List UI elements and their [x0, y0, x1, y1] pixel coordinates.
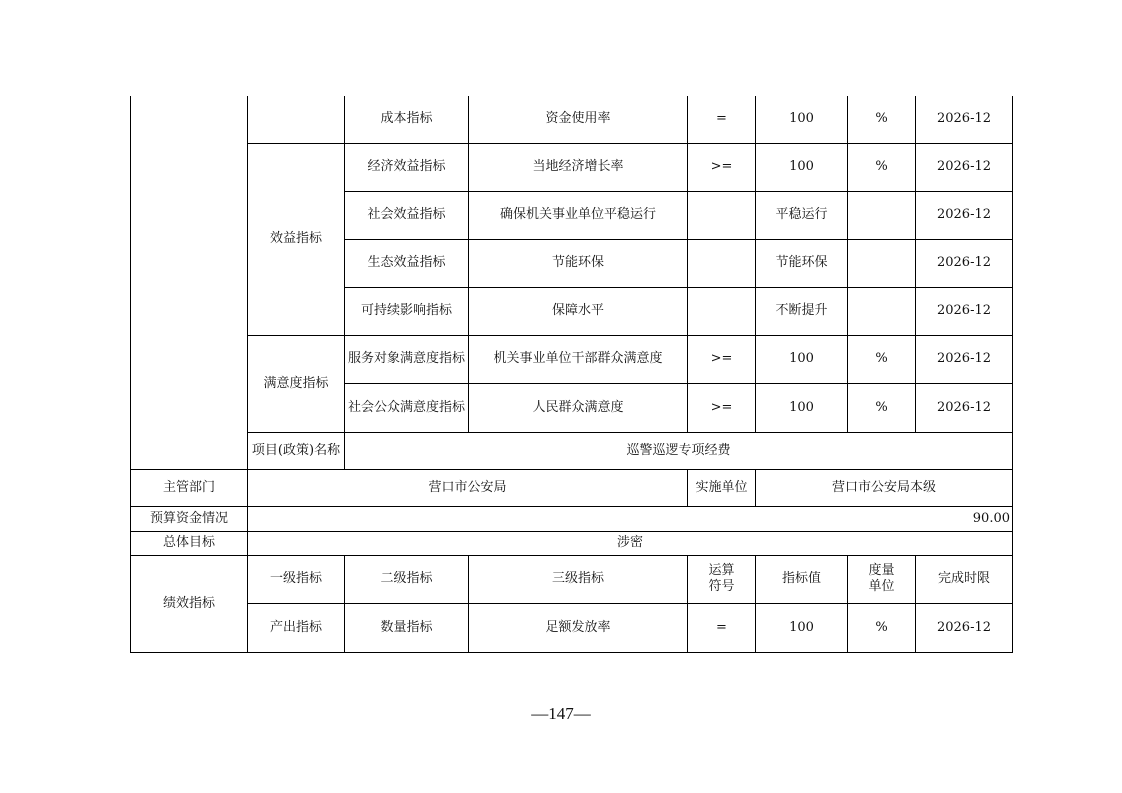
header-deadline: 完成时限	[916, 555, 1013, 603]
level3-cell: 节能环保	[469, 239, 688, 287]
deadline-cell: 2026-12	[916, 603, 1013, 652]
value-cell: 不断提升	[756, 287, 848, 335]
deadline-cell: 2026-12	[916, 383, 1013, 432]
header-operator-line2: 符号	[708, 579, 735, 594]
level2-cell: 经济效益指标	[345, 143, 469, 191]
level2-cell: 社会公众满意度指标	[345, 383, 469, 432]
deadline-cell: 2026-12	[916, 191, 1013, 239]
level2-cell: 生态效益指标	[345, 239, 469, 287]
table-row	[131, 432, 1013, 469]
header-level1: 一级指标	[248, 555, 345, 603]
header-unit-line2: 单位	[868, 579, 895, 594]
table-row	[131, 506, 1013, 531]
value-cell: 100	[756, 96, 848, 143]
operator-cell	[688, 191, 756, 239]
continued-level1-cell	[248, 96, 345, 143]
operator-cell: >=	[688, 143, 756, 191]
impl-label: 实施单位	[688, 469, 756, 506]
goal-value: 涉密	[248, 531, 1013, 555]
dept-value: 营口市公安局	[248, 469, 688, 506]
unit-cell: %	[848, 335, 916, 383]
level3-cell: 当地经济增长率	[469, 143, 688, 191]
operator-cell: >=	[688, 383, 756, 432]
value-cell: 100	[756, 603, 848, 652]
table-row	[131, 96, 1013, 143]
unit-cell	[848, 287, 916, 335]
header-unit	[848, 555, 916, 603]
level3-cell: 机关事业单位干部群众满意度	[469, 335, 688, 383]
level1-cell: 产出指标	[248, 603, 345, 652]
performance-indicator-label: 绩效指标	[131, 555, 248, 652]
table-row	[131, 555, 1013, 603]
level2-cell: 可持续影响指标	[345, 287, 469, 335]
budget-label: 预算资金情况	[131, 506, 248, 531]
deadline-cell: 2026-12	[916, 239, 1013, 287]
level2-cell: 成本指标	[345, 96, 469, 143]
level2-cell: 服务对象满意度指标	[345, 335, 469, 383]
unit-cell: %	[848, 383, 916, 432]
unit-cell: %	[848, 603, 916, 652]
header-level3: 三级指标	[469, 555, 688, 603]
unit-cell	[848, 239, 916, 287]
operator-cell: >=	[688, 335, 756, 383]
level3-cell: 保障水平	[469, 287, 688, 335]
operator-cell: =	[688, 603, 756, 652]
value-cell: 平稳运行	[756, 191, 848, 239]
value-cell: 100	[756, 143, 848, 191]
table-row	[131, 603, 1013, 652]
header-value: 指标值	[756, 555, 848, 603]
project-name-value: 巡警巡逻专项经费	[345, 432, 1013, 469]
level2-cell: 社会效益指标	[345, 191, 469, 239]
level3-cell: 人民群众满意度	[469, 383, 688, 432]
continued-label-cell	[131, 96, 248, 469]
deadline-cell: 2026-12	[916, 287, 1013, 335]
header-operator	[688, 555, 756, 603]
level2-cell: 数量指标	[345, 603, 469, 652]
level3-cell: 资金使用率	[469, 96, 688, 143]
value-cell: 100	[756, 335, 848, 383]
budget-value: 90.00	[248, 506, 1013, 531]
header-level2: 二级指标	[345, 555, 469, 603]
value-cell: 100	[756, 383, 848, 432]
header-unit-line1: 度量	[868, 563, 895, 578]
goal-label: 总体目标	[131, 531, 248, 555]
page-number: —147—	[531, 704, 591, 723]
unit-cell	[848, 191, 916, 239]
unit-cell: %	[848, 96, 916, 143]
project-name-label: 项目(政策)名称	[248, 432, 345, 469]
table-row	[131, 531, 1013, 555]
level3-cell: 足额发放率	[469, 603, 688, 652]
dept-label: 主管部门	[131, 469, 248, 506]
unit-cell: %	[848, 143, 916, 191]
operator-cell: =	[688, 96, 756, 143]
deadline-cell: 2026-12	[916, 335, 1013, 383]
benefit-indicator-label: 效益指标	[248, 143, 345, 335]
level3-cell: 确保机关事业单位平稳运行	[469, 191, 688, 239]
operator-cell	[688, 287, 756, 335]
deadline-cell: 2026-12	[916, 96, 1013, 143]
table-row	[131, 143, 1013, 191]
value-cell: 节能环保	[756, 239, 848, 287]
performance-table	[130, 96, 1013, 653]
operator-cell	[688, 239, 756, 287]
table-row	[131, 469, 1013, 506]
satisfaction-indicator-label: 满意度指标	[248, 335, 345, 432]
table-row	[131, 335, 1013, 383]
deadline-cell: 2026-12	[916, 143, 1013, 191]
header-operator-line1: 运算	[708, 563, 735, 578]
impl-value: 营口市公安局本级	[756, 469, 1013, 506]
